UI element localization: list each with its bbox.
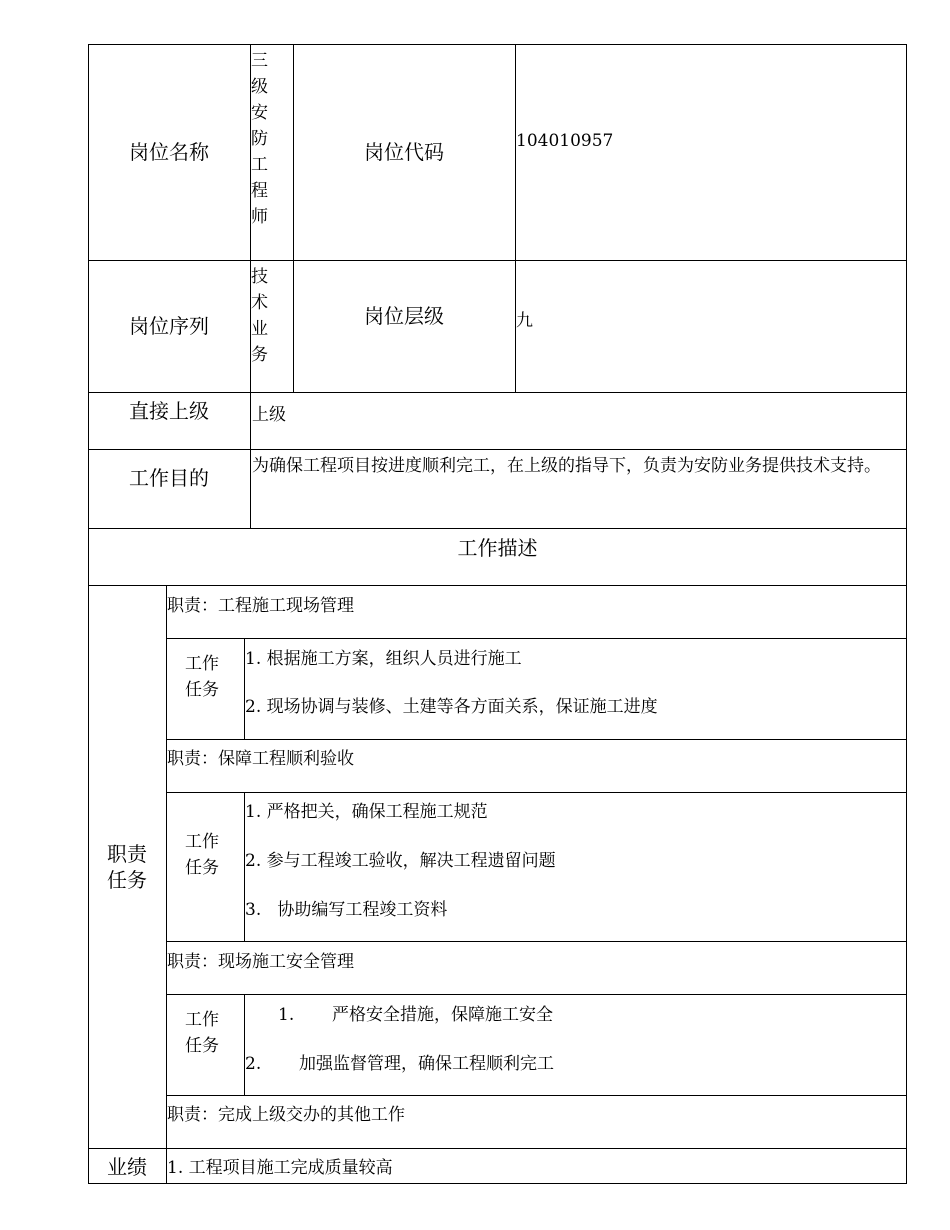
duty-title: 职责：现场施工安全管理 [167,952,354,972]
col-divider [515,44,516,393]
post-seq-value: 技术业务 [251,267,268,365]
task-label: 工作任务 [185,1010,219,1056]
task-item: 1. 根据施工方案，组织人员进行施工 [245,649,522,669]
duty-title: 职责：保障工程顺利验收 [167,749,354,769]
purpose-value: 为确保工程项目按进度顺利完工，在上级的指导下，负责为安防业务提供技术支持。 [252,456,881,476]
task-item: 3. 协助编写工程竣工资料 [245,900,448,920]
task-label: 工作任务 [185,654,219,700]
post-code-value: 104010957 [516,131,614,151]
task-item: 2. 参与工程竣工验收，解决工程遗留问题 [245,851,556,871]
task-item: 1. 严格安全措施，保障施工安全 [278,1005,554,1025]
post-code-label: 岗位代码 [364,140,444,164]
post-level-label: 岗位层级 [364,304,444,328]
row-divider [88,1148,907,1149]
post-level-value: 九 [516,311,533,331]
post-seq-label: 岗位序列 [129,314,209,338]
row-divider [166,792,907,793]
superior-value: 上级 [252,405,286,425]
col-divider [244,994,245,1096]
duties-label [88,585,166,1148]
performance-item: 1. 工程项目施工完成质量较高 [167,1158,393,1178]
task-item: 1. 严格把关，确保工程施工规范 [245,802,488,822]
row-divider [88,585,907,586]
superior-label: 直接上级 [129,399,209,423]
description-title: 工作描述 [457,536,538,560]
duty-title: 职责：工程施工现场管理 [167,596,354,616]
row-divider [166,739,907,740]
post-name-value: 三级安防工程师 [251,51,268,227]
purpose-label: 工作目的 [129,466,209,490]
task-label: 工作任务 [185,832,219,878]
row-divider [166,1095,907,1096]
performance-label: 业绩 [107,1154,147,1179]
duties-label-text: 职责任务 [107,841,147,892]
row-divider [166,638,907,639]
duty-title: 职责：完成上级交办的其他工作 [167,1105,405,1125]
task-item: 2. 加强监督管理，确保工程顺利完工 [245,1054,555,1074]
task-item: 2. 现场协调与装修、土建等各方面关系，保证施工进度 [245,697,658,717]
row-divider [166,941,907,942]
post-name-label: 岗位名称 [129,140,209,164]
row-divider [166,994,907,995]
